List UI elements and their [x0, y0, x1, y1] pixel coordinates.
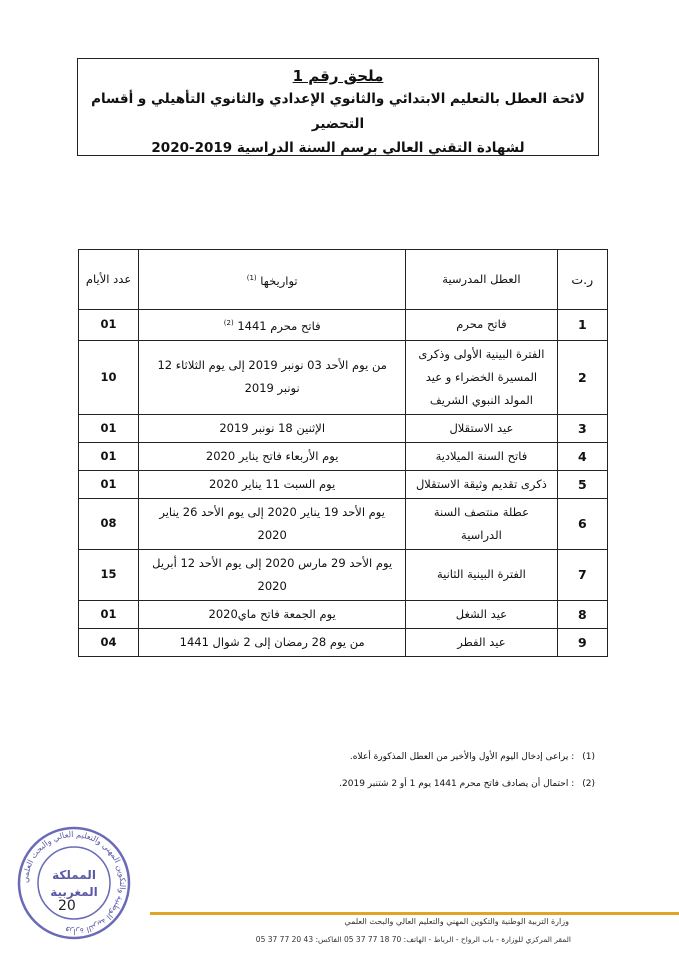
holiday-name: فاتح السنة الميلادية — [406, 442, 557, 470]
table-row — [79, 549, 608, 600]
annex-title: ملحق رقم 1 — [292, 67, 384, 85]
days-count: 15 — [79, 549, 139, 600]
document-title: لائحة العطل بالتعليم الابتدائي والثانوي الإعدادي والثانوي التأهيلي و أقسام التحضير — [91, 91, 585, 132]
days-count: 01 — [79, 414, 139, 442]
holiday-name: عطلة منتصف السنة الدراسية — [406, 498, 557, 549]
dates-text: فاتح محرم 1441 — [237, 318, 321, 333]
holiday-name: الفترة البينية الثانية — [406, 549, 557, 600]
holiday-dates: من يوم 28 رمضان إلى 2 شوال 1441 — [139, 628, 406, 656]
holiday-name: ذكرى تقديم وثيقة الاستقلال — [406, 470, 557, 498]
footnote-text: : احتمال أن يصادف فاتح محرم 1441 يوم 1 أو 2 شتنبر 2019. — [339, 779, 575, 789]
header-holiday: العطل المدرسية — [406, 250, 557, 310]
holiday-dates: يوم السبت 11 يناير 2020 — [139, 470, 406, 498]
holiday-dates: يوم الأربعاء فاتح يناير 2020 — [139, 442, 406, 470]
footer-divider — [150, 912, 679, 915]
dates-footnote: (2) — [223, 319, 234, 327]
holiday-dates: يوم الجمعة فاتح ماي2020 — [139, 600, 406, 628]
days-count: 01 — [79, 310, 139, 341]
stamp-outer-ring — [19, 828, 129, 938]
holiday-dates: الإثنين 18 نونبر 2019 — [139, 414, 406, 442]
holiday-name: عيد الاستقلال — [406, 414, 557, 442]
row-number: 1 — [557, 310, 607, 341]
stamp-center-line2: المغربية — [50, 885, 98, 899]
row-number: 7 — [557, 549, 607, 600]
header-dates — [139, 250, 406, 310]
row-number: 9 — [557, 628, 607, 656]
footer-ministry: وزارة التربية الوطنية والتكوين المهني والتعليم العالي والبحث العلمي — [344, 917, 569, 926]
days-count: 01 — [79, 600, 139, 628]
holiday-name: عيد الشغل — [406, 600, 557, 628]
table-row — [79, 470, 608, 498]
table-row — [79, 310, 608, 341]
header-dates-footnote: (1) — [246, 273, 257, 282]
row-number: 2 — [557, 340, 607, 414]
table-row — [79, 442, 608, 470]
holiday-name: عيد الفطر — [406, 628, 557, 656]
table-row — [79, 414, 608, 442]
footnote-item — [115, 752, 595, 762]
days-count: 10 — [79, 340, 139, 414]
footnote-text: : يراعى إدخال اليوم الأول والأخير من العطل المذكورة أعلاه. — [349, 752, 575, 762]
holiday-dates: يوم الأحد 29 مارس 2020 إلى يوم الأحد 12 أبريل 2020 — [139, 549, 406, 600]
header-dates-label: تواريخها — [260, 273, 298, 288]
holiday-dates: يوم الأحد 19 يناير 2020 إلى يوم الأحد 26 يناير 2020 — [139, 498, 406, 549]
row-number: 6 — [557, 498, 607, 549]
holiday-name: فاتح محرم — [406, 310, 557, 341]
days-count: 01 — [79, 442, 139, 470]
header-number: ر.ت — [557, 250, 607, 310]
days-count: 08 — [79, 498, 139, 549]
table-row — [79, 600, 608, 628]
footnote-number: (2) — [582, 779, 595, 789]
row-number: 8 — [557, 600, 607, 628]
page-number: 20 — [58, 898, 76, 914]
table-row — [79, 498, 608, 549]
holiday-dates: من يوم الأحد 03 نونبر 2019 إلى يوم الثلاثاء 12 نونبر 2019 — [139, 340, 406, 414]
ministry-stamp — [14, 823, 134, 943]
document-subtitle: لشهادة التقني العالي برسم السنة الدراسية 2019-2020 — [151, 140, 525, 156]
holidays-table — [78, 249, 608, 657]
days-count: 04 — [79, 628, 139, 656]
holiday-dates — [139, 310, 406, 341]
stamp-ring-text: وزارة التربية الوطنية والتكوين المهني والتعليم العالي والبحث العلمي — [20, 829, 128, 937]
row-number: 3 — [557, 414, 607, 442]
table-header-row — [79, 250, 608, 310]
row-number: 4 — [557, 442, 607, 470]
footnote-item — [115, 779, 595, 789]
holiday-name: الفترة البينية الأولى وذكرى المسيرة الخضراء و عيد المولد النبوي الشريف — [406, 340, 557, 414]
row-number: 5 — [557, 470, 607, 498]
footer-address: المقر المركزي للوزارة - باب الرواح - الرباط - الهاتف: 70 18 77 37 05 الفاكس: 43 20 77 37 05 — [255, 935, 571, 944]
footnote-number: (1) — [582, 752, 595, 762]
table-row — [79, 340, 608, 414]
table-row — [79, 628, 608, 656]
days-count: 01 — [79, 470, 139, 498]
footnotes — [115, 752, 595, 806]
stamp-center-line1: المملكة — [52, 868, 96, 882]
title-box — [77, 58, 599, 156]
header-days: عدد الأيام — [79, 250, 139, 310]
